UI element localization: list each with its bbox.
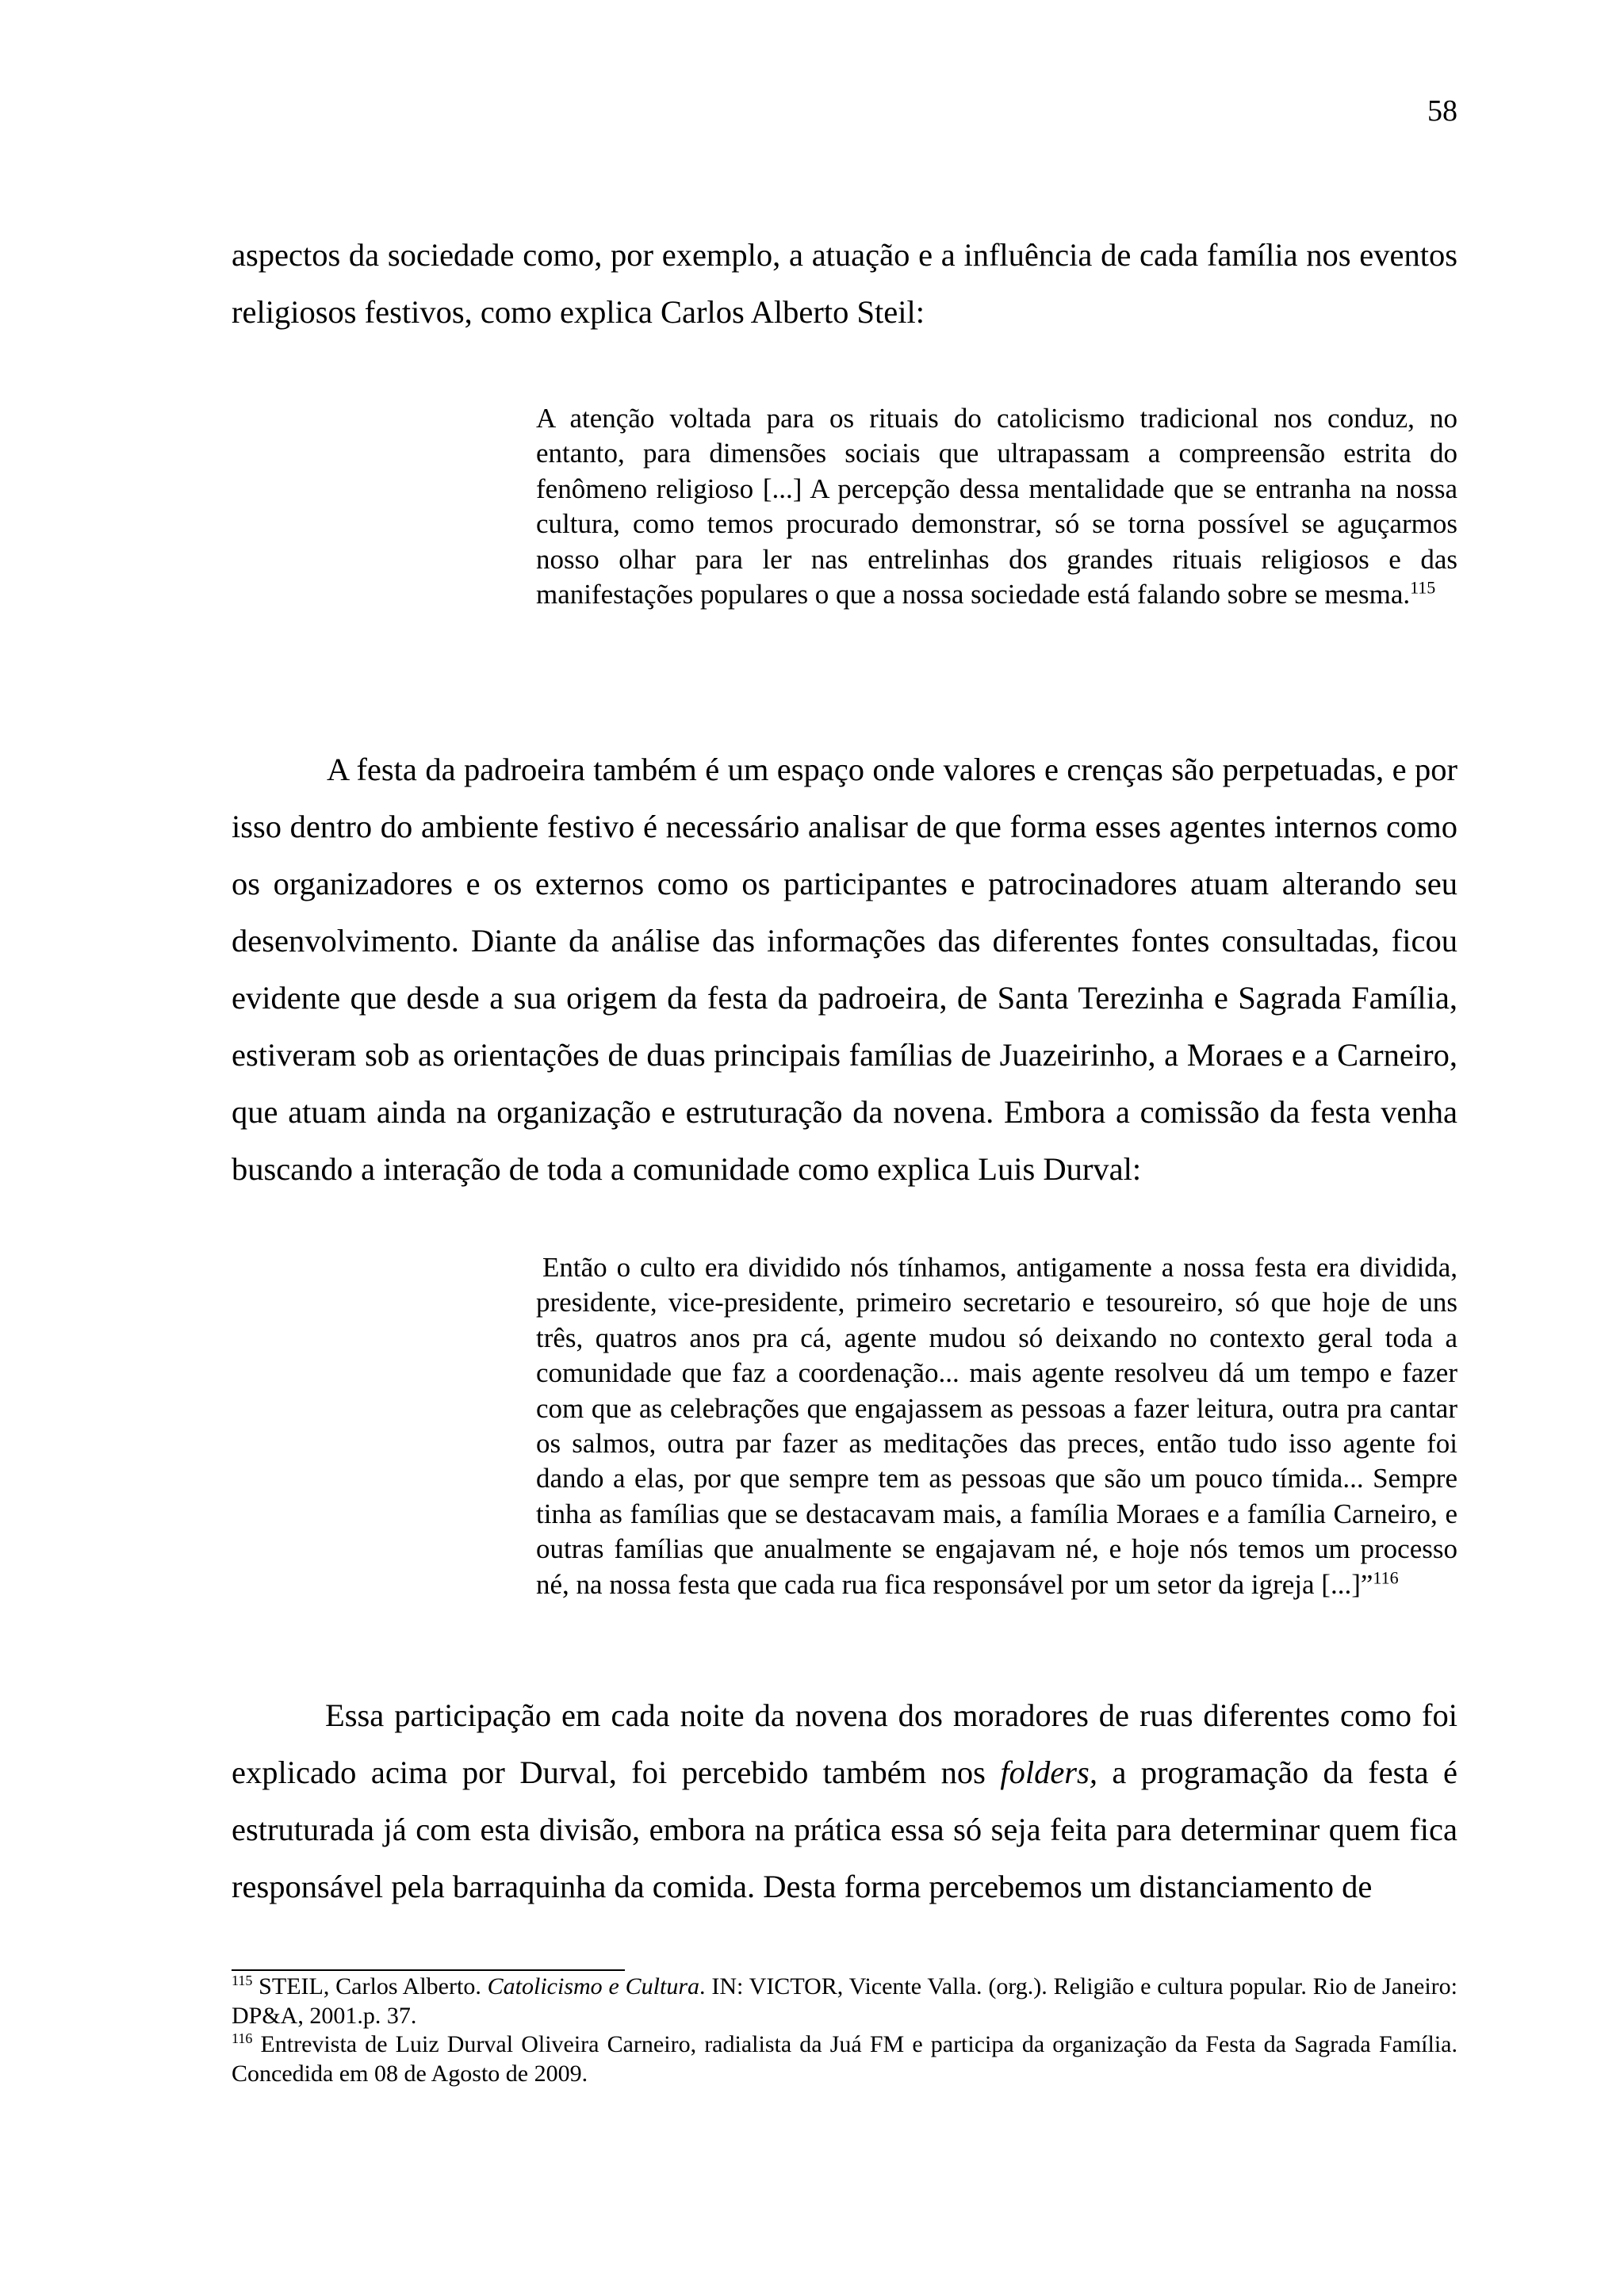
footnote-number: 115 — [232, 1973, 253, 1988]
closing-paragraph — [232, 1687, 1457, 1915]
footnote-number: 116 — [232, 2030, 253, 2046]
quote-text: A atenção voltada para os rituais do catolicismo tradicional nos conduz, no entanto, para dimensões sociais que ultrapassam a compreensão estrita do fenômeno religioso [...] A percepção dessa mentalidade que se entranha na nossa cultura, como temos procurado demonstrar, só se torna possível se aguçarmos nosso olhar para ler nas entrelinhas dos grandes rituais religiosos e das manifestações populares o que a nossa sociedade está falando sobre se mesma. — [536, 403, 1457, 610]
closing-text-start: Essa participação em cada noite da novena dos moradores de ruas diferentes como foi explicado acima por Durval, foi percebido também nos — [232, 1697, 1457, 1790]
page-number: 58 — [1427, 94, 1457, 128]
footnote-ref-115: 115 — [1410, 577, 1436, 598]
footnote-115 — [232, 1973, 1457, 2030]
footnote-text: Entrevista de Luiz Durval Oliveira Carneiro, radialista da Juá FM e participa da organização da Festa da Sagrada Família. Concedida em 08 de Agosto de 2009. — [232, 2031, 1457, 2087]
closing-text-end: a programação da festa é estruturada já com esta divisão, embora na prática essa só seja feita para determinar quem fica responsável pela barraquinha da comida. Desta forma percebemos um distanciamento de — [232, 1755, 1457, 1904]
block-quote-steil — [536, 401, 1457, 612]
footnote-italic-title: Catolicismo e Cultura — [487, 1973, 700, 1999]
block-quote-durval — [536, 1250, 1457, 1602]
footnote-116 — [232, 2030, 1457, 2088]
italic-term: folders, — [1000, 1755, 1097, 1790]
footnote-separator — [232, 1969, 625, 1971]
intro-paragraph: aspectos da sociedade como, por exemplo, a atuação e a influência de cada família nos eventos religiosos festivos, como explica Carlos Alberto Steil: — [232, 237, 1457, 330]
footnotes — [232, 1973, 1457, 2088]
footnote-ref-116: 116 — [1373, 1567, 1399, 1587]
quote-text: Então o culto era dividido nós tínhamos, antigamente a nossa festa era dividida, presidente, vice-presidente, primeiro secretario e tesoureiro, só que hoje de uns três, quatros anos pra cá, agente mudou só deixando no contexto geral toda a comunidade que faz a coordenação... mais agente resolveu dá um tempo e fazer com que as celebrações que engajassem as pessoas a fazer leitura, outra pra cantar os salmos, outra par fazer as meditações das preces, então tudo isso agente foi dando a elas, por que sempre tem as pessoas que são um pouco tímida... Sempre tinha as famílias que se destacavam mais, a família Moraes e a família Carneiro, e outras famílias que anualmente se engajavam né, e hoje nós temos um processo né, na nossa festa que cada rua fica responsável por um setor da igreja [...]” — [536, 1252, 1457, 1600]
main-paragraph: A festa da padroeira também é um espaço onde valores e crenças são perpetuadas, e por isso dentro do ambiente festivo é necessário analisar de que forma esses agentes internos como os organizadores e os externos como os participantes e patrocinadores atuam alterando seu desenvolvimento. Diante da análise das informações das diferentes fontes consultadas, ficou evidente que desde a sua origem da festa da padroeira, de Santa Terezinha e Sagrada Família, estiveram sob as orientações de duas principais famílias de Juazeirinho, a Moraes e a Carneiro, que atuam ainda na organização e estruturação da novena. Embora a comissão da festa venha buscando a interação de toda a comunidade como explica Luis Durval: — [232, 752, 1457, 1187]
footnote-text-end: . IN: VICTOR, Vicente Valla. (org.). Religião e cultura popular. Rio de Janeiro: DP&A, 2001.p. 37. — [232, 1973, 1457, 2029]
footnote-text: STEIL, Carlos Alberto. — [252, 1973, 488, 1999]
